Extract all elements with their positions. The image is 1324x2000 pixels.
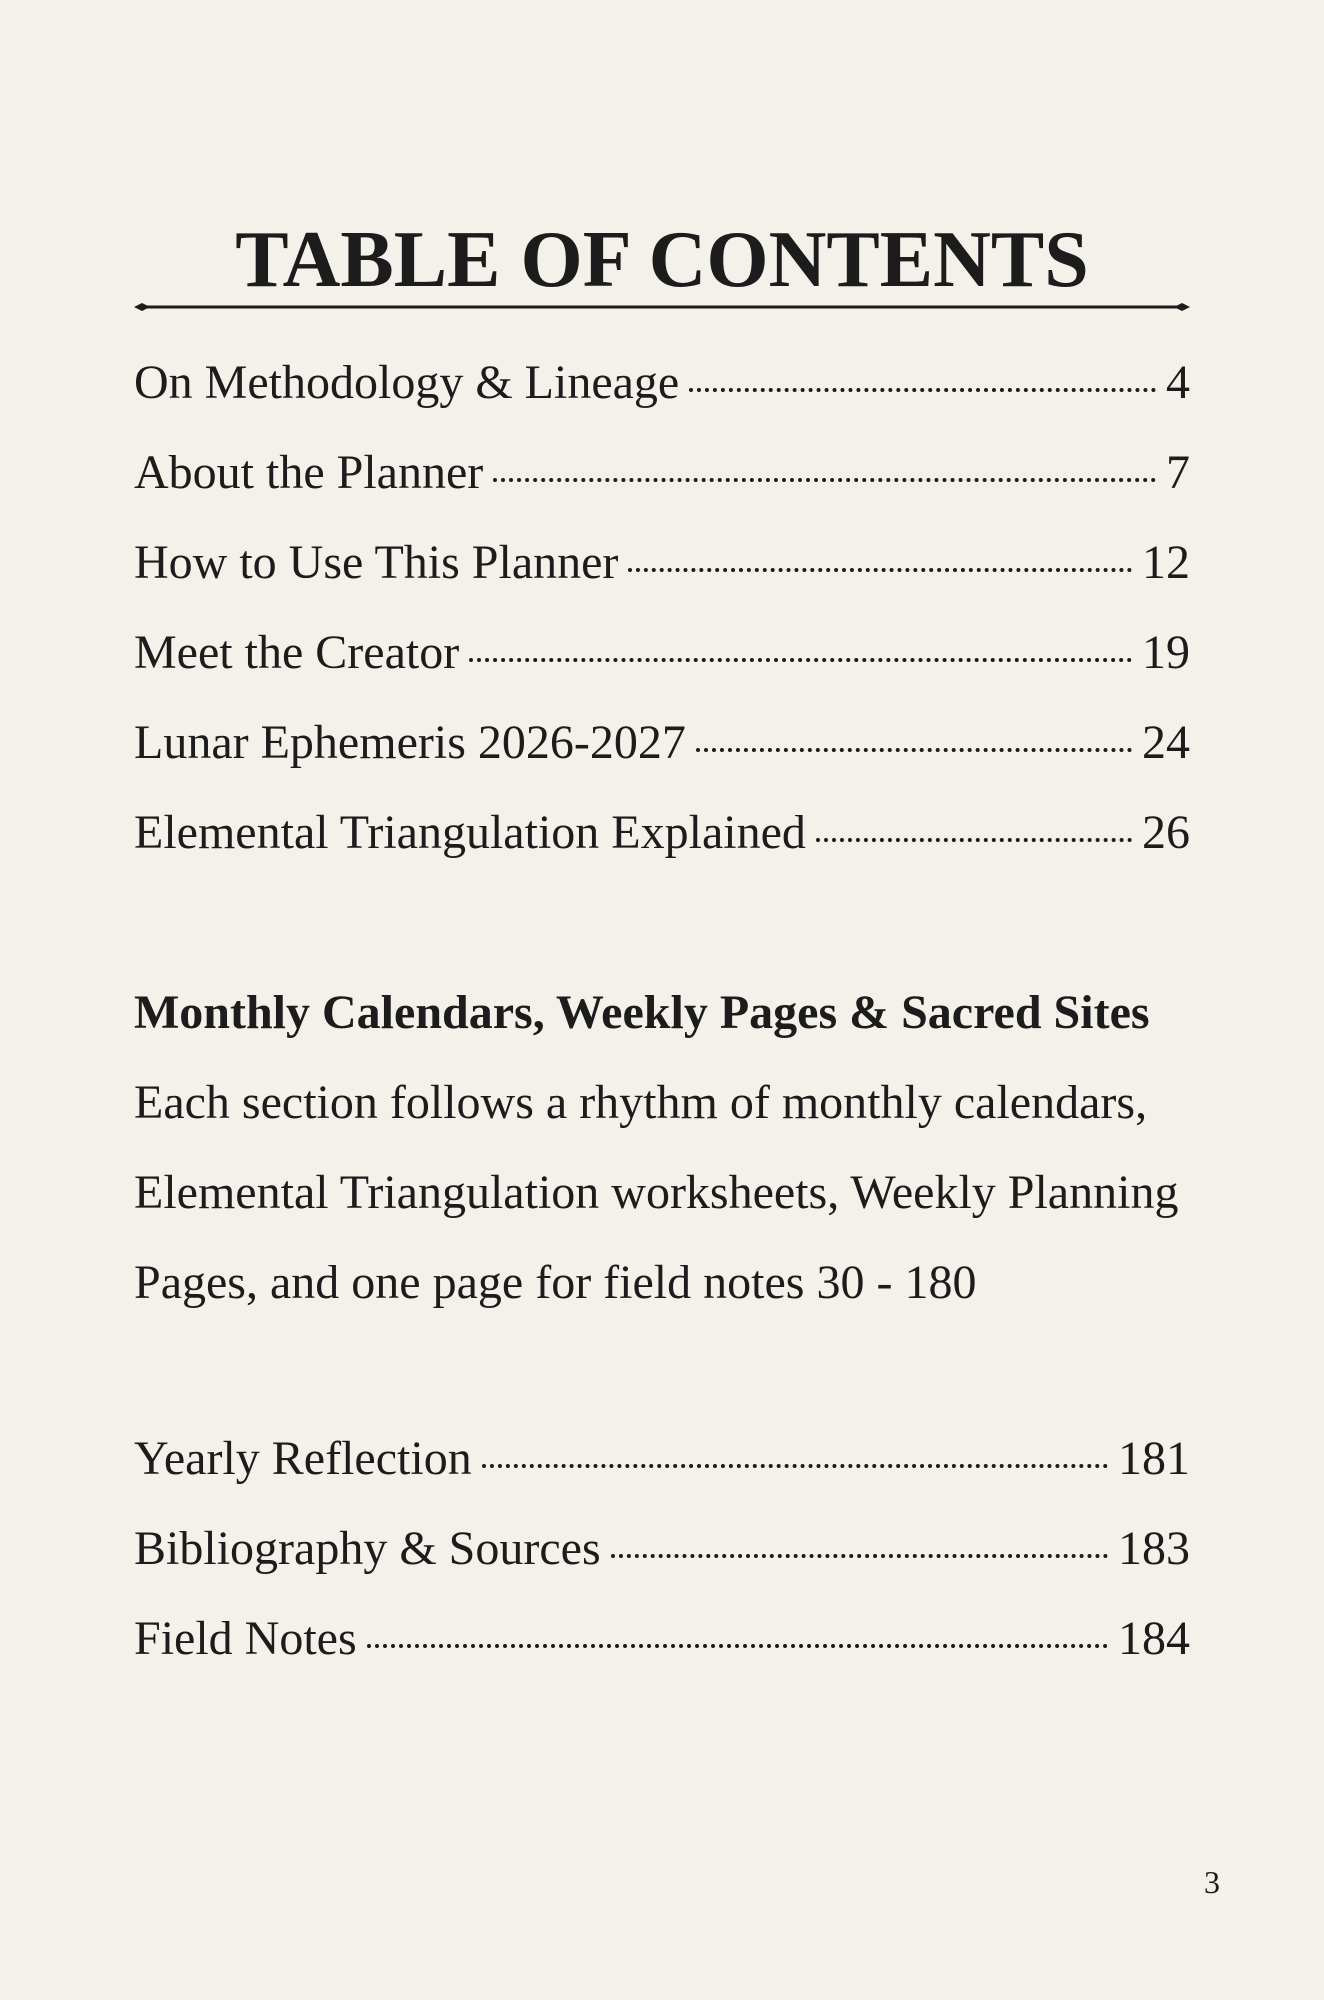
toc-entry[interactable] <box>134 1414 1190 1504</box>
toc-entry-page: 183 <box>1118 1522 1190 1575</box>
page-number: 3 <box>1204 1864 1220 1900</box>
toc-entry-label: Meet the Creator <box>134 626 460 679</box>
toc-list-top <box>134 338 1190 878</box>
toc-entry-page: 26 <box>1142 806 1190 859</box>
toc-entry[interactable] <box>134 518 1190 608</box>
toc-entry-page: 181 <box>1118 1432 1190 1485</box>
toc-leader-dots <box>689 388 1156 392</box>
toc-leader-dots <box>611 1554 1108 1558</box>
section-block <box>134 968 1190 1328</box>
toc-leader-dots <box>482 1464 1108 1468</box>
toc-entry-page: 12 <box>1142 536 1190 589</box>
toc-leader-dots <box>469 658 1132 662</box>
toc-entry[interactable] <box>134 788 1190 878</box>
toc-entry[interactable] <box>134 608 1190 698</box>
section-description-line: Pages, and one page for field notes 30 - 180 <box>134 1256 977 1309</box>
toc-list-bottom <box>134 1414 1190 1684</box>
toc-entry-page: 4 <box>1166 356 1190 409</box>
toc-leader-dots <box>816 838 1132 842</box>
title-rule <box>134 300 1190 314</box>
toc-entry-label: Yearly Reflection <box>134 1432 472 1485</box>
toc-entry-page: 19 <box>1142 626 1190 679</box>
toc-entry[interactable] <box>134 428 1190 518</box>
toc-entry[interactable] <box>134 1594 1190 1684</box>
toc-leader-dots <box>493 478 1156 482</box>
toc-entry-label: On Methodology & Lineage <box>134 356 680 409</box>
toc-entry-label: How to Use This Planner <box>134 536 619 589</box>
rule-right-ornament <box>1174 303 1190 311</box>
toc-entry-label: Lunar Ephemeris 2026-2027 <box>134 716 686 769</box>
rule-left-ornament <box>134 303 150 311</box>
toc-leader-dots <box>367 1644 1108 1648</box>
toc-entry-label: Elemental Triangulation Explained <box>134 806 806 859</box>
section-heading[interactable]: Monthly Calendars, Weekly Pages & Sacred Sites <box>134 986 1150 1039</box>
toc-entry[interactable] <box>134 338 1190 428</box>
toc-entry-page: 24 <box>1142 716 1190 769</box>
toc-entry-label: Field Notes <box>134 1612 357 1665</box>
section-description-line: Each section follows a rhythm of monthly calendars, <box>134 1076 1148 1129</box>
toc-entry-label: Bibliography & Sources <box>134 1522 601 1575</box>
toc-entry-page: 7 <box>1166 446 1190 499</box>
toc-leader-dots <box>628 568 1132 572</box>
toc-entry[interactable] <box>134 1504 1190 1594</box>
toc-entry-label: About the Planner <box>134 446 484 499</box>
toc-entry[interactable] <box>134 698 1190 788</box>
section-description-line: Elemental Triangulation worksheets, Weekly Planning <box>134 1166 1179 1219</box>
toc-leader-dots <box>696 748 1132 752</box>
toc-entry-page: 184 <box>1118 1612 1190 1665</box>
page-title: TABLE OF CONTENTS <box>235 216 1089 304</box>
